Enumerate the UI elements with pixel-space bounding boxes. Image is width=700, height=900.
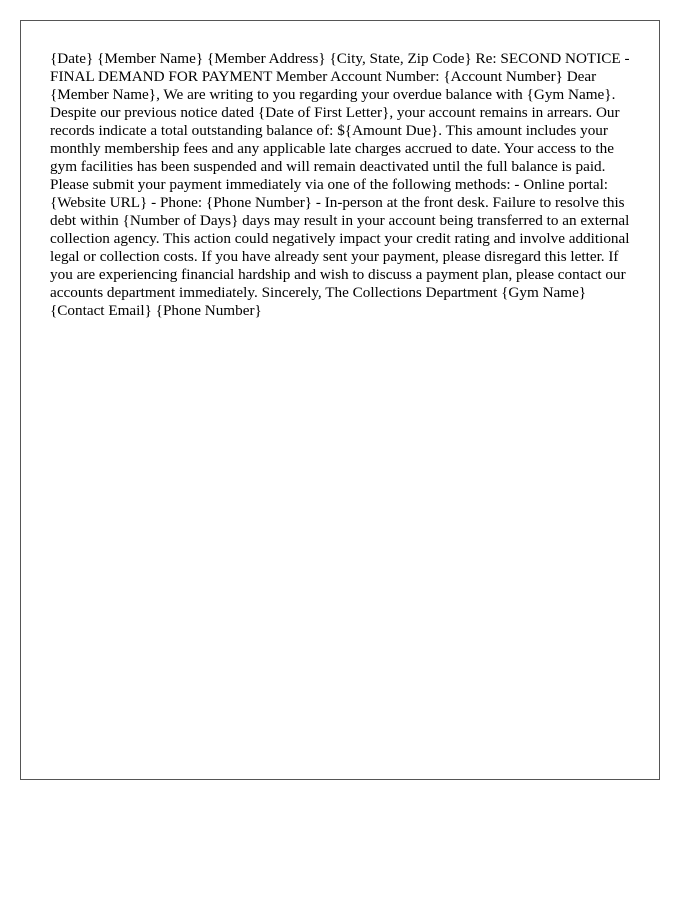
letter-body-text: {Date} {Member Name} {Member Address} {City, State, Zip Code} Re: SECOND NOTICE - FINAL DEMAND FOR PAYMENT Member Account Number: {Account Number} Dear {Member Name}, We are writing to you regarding your overdue balance with {Gym Name}. Despite our previous notice dated {Date of First Letter}, your account remains in arrears. Our records indicate a total outstanding balance of: ${Amount Due}. This amount includes your monthly membership fees and any applicable late charges accrued to date. Your access to the gym facilities has been suspended and will remain deactivated until the full balance is paid. Please submit your payment immediately via one of the following methods: - Online portal: {Website URL} - Phone: {Phone Number} - In-person at the front desk. Failure to resolve this debt within {Number of Days} days may result in your account being transferred to an external collection agency. This action could negatively impact your credit rating and involve additional legal or collection costs. If you have already sent your payment, please disregard this letter. If you are experiencing financial hardship and wish to discuss a payment plan, please contact our accounts department immediately. Sincerely, The Collections Department {Gym Name} {Contact Email} {Phone Number} [50, 50, 630, 319]
letter-frame [20, 20, 660, 780]
